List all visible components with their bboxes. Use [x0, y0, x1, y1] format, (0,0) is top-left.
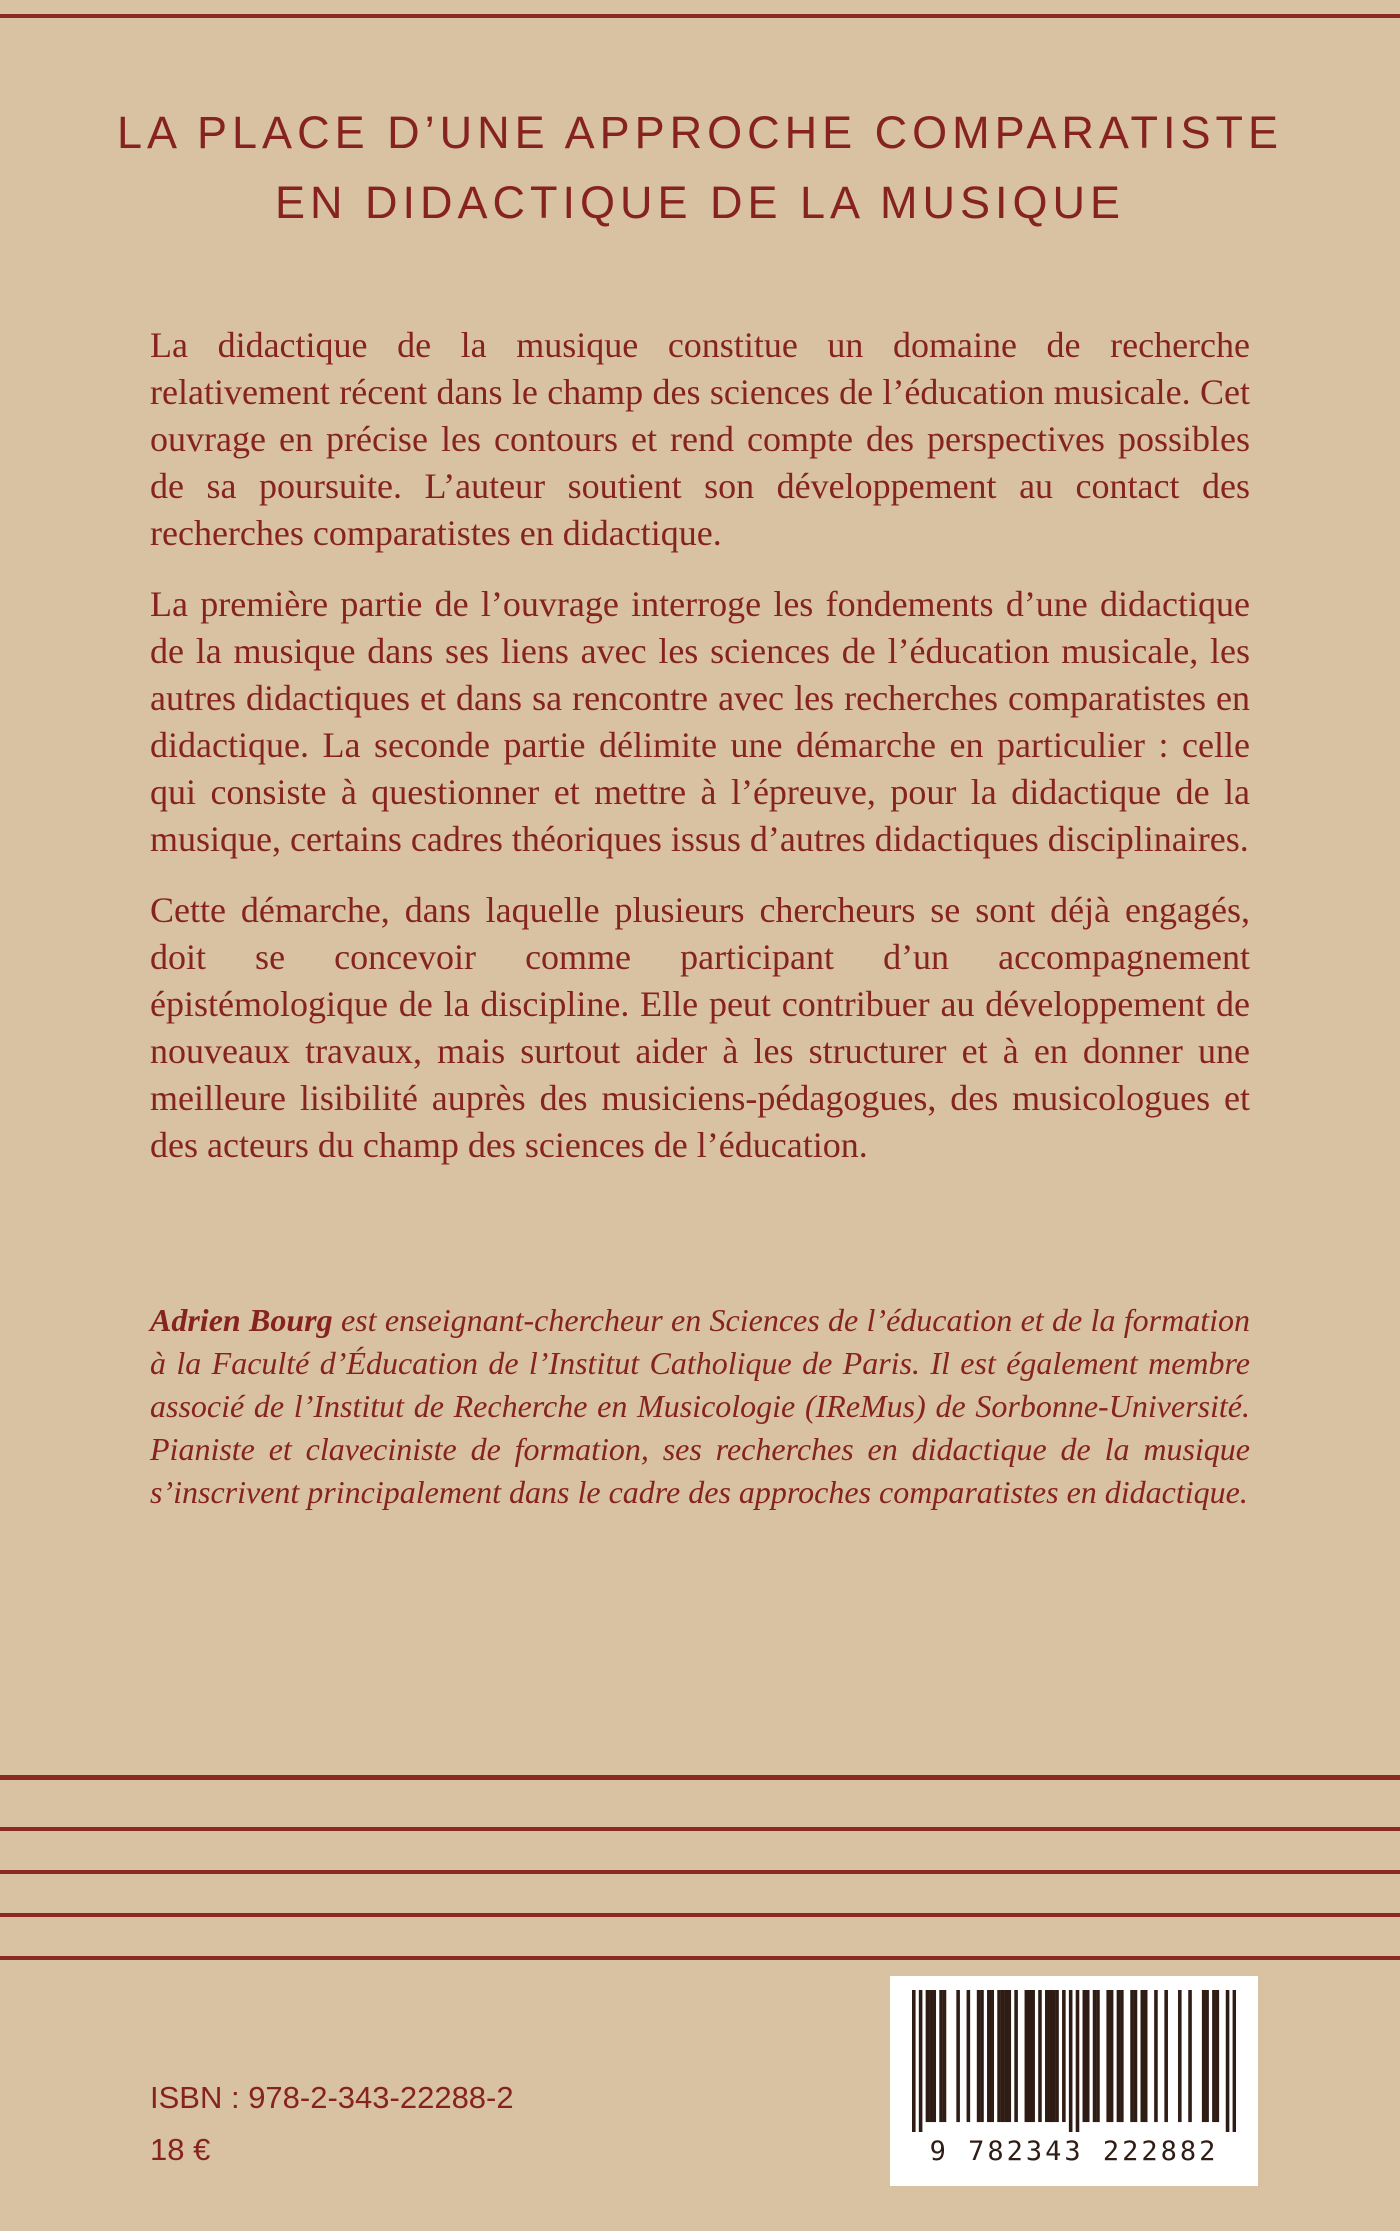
bottom-rule-3	[0, 1870, 1400, 1874]
top-rule	[0, 14, 1400, 18]
price-text: 18 €	[150, 2132, 211, 2167]
barcode-digits: 9 782343 222882	[929, 2136, 1219, 2167]
paragraph: Cette démarche, dans laquelle plusieurs chercheurs se sont déjà engagés, doit se concevoir comme participant d’un accompagnement épistémologique de la discipline. Elle peut contribuer au développement de nouveaux travaux, mais surtout aider à les structurer et à en donner une meilleure lisibilité auprès des musiciens-pédagogues, des musicologues et des acteurs du champ des sciences de l’éducation.	[150, 890, 1250, 1165]
paragraph: La première partie de l’ouvrage interroge les fondements d’une didactique de la musique dans ses liens avec les sciences de l’éducation musicale, les autres didactiques et dans sa rencontre avec les recherches comparatistes en didactique. La seconde partie délimite une démarche en particulier : celle qui consiste à questionner et mettre à l’épreuve, pour la didactique de la musique, certains cadres théoriques issus d’autres didactiques disciplinaires.	[150, 584, 1250, 859]
author-bio	[150, 1299, 1250, 1514]
page-title-line1: LA PLACE D’UNE APPROCHE COMPARATISTE	[116, 107, 1284, 158]
page-title-line2: EN DIDACTIQUE DE LA MUSIQUE	[274, 177, 1126, 228]
bottom-rule-2	[0, 1827, 1400, 1831]
paragraph: La didactique de la musique constitue un domaine de recherche relativement récent dans le champ des sciences de l’éducation musicale. Cet ouvrage en précise les contours et rend compte des perspectives possibles de sa poursuite. L’auteur soutient son développement au contact des recherches comparatistes en didactique.	[150, 325, 1250, 553]
author-name: Adrien Bourg	[150, 1302, 333, 1338]
page-title	[0, 0, 1400, 238]
barcode	[890, 1976, 1258, 2186]
isbn-price-block	[150, 2072, 514, 2176]
bottom-rule-5	[0, 1956, 1400, 1960]
isbn-text: ISBN : 978-2-343-22288-2	[150, 2080, 514, 2115]
author-bio-text: est enseignant-chercheur en Sciences de l’éducation et de la formation à la Faculté d’Éducation de l’Institut Catholique de Paris. Il est également membre associé de l’Institut de Recherche en Musicologie (IReMus) de Sorbonne-Université. Pianiste et claveciniste de formation, ses recherches en didactique de la musique s’inscrivent principalement dans le cadre des approches comparatistes en didactique.	[150, 1302, 1251, 1510]
bottom-rule-4	[0, 1913, 1400, 1917]
bottom-rule-1	[0, 1775, 1400, 1780]
back-cover-text	[150, 322, 1250, 1169]
barcode-bars	[912, 1990, 1236, 2132]
